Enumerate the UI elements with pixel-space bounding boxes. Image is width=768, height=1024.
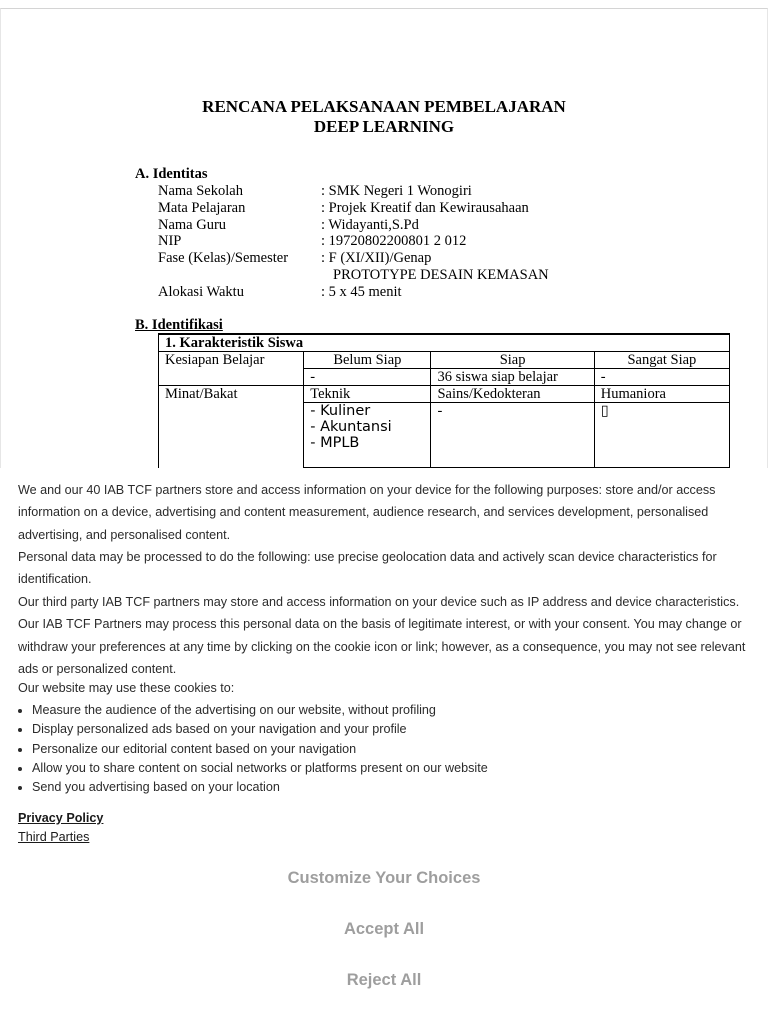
list-item: - Akuntansi xyxy=(310,419,392,435)
document-preview xyxy=(0,8,768,469)
reject-all-button[interactable]: Reject All xyxy=(346,971,422,989)
table-cell: ▯ xyxy=(594,403,729,468)
list-item: • Measure the audience of the advertising on our website, without profiling xyxy=(32,701,488,720)
table-cell: - xyxy=(594,369,729,386)
table-cell: Humaniora xyxy=(594,386,729,403)
list-item: - Kuliner xyxy=(310,403,371,419)
list-item: • Send you advertising based on your location xyxy=(32,778,488,797)
table-cell xyxy=(159,369,304,386)
identity-value: : 5 x 45 menit xyxy=(321,284,402,300)
table-cell: Minat/Bakat xyxy=(159,386,304,468)
document-title: RENCANA PELAKSANAAN PEMBELAJARAN xyxy=(202,97,566,116)
identity-value: PROTOTYPE DESAIN KEMASAN xyxy=(333,267,549,283)
section-identifikasi: B. Identifikasi xyxy=(135,317,223,333)
table-header-cell: Sangat Siap xyxy=(594,352,729,369)
identity-value: : 19720802200801 2 012 xyxy=(321,233,467,249)
table-cell: Kesiapan Belajar xyxy=(159,352,304,369)
table-cell xyxy=(304,403,431,468)
identity-value: : Projek Kreatif dan Kewirausahaan xyxy=(321,200,529,216)
identity-label: Fase (Kelas)/Semester xyxy=(158,250,289,266)
identity-label: Alokasi Waktu xyxy=(158,284,244,300)
identity-label: Nama Guru xyxy=(158,217,227,233)
identity-label: Nama Sekolah xyxy=(158,183,243,199)
privacy-policy-link[interactable]: Privacy Policy xyxy=(18,811,104,825)
table-header-cell: Siap xyxy=(431,352,594,369)
table-cell: Teknik xyxy=(304,386,431,403)
identity-label: NIP xyxy=(158,233,182,249)
accept-all-button[interactable]: Accept All xyxy=(343,920,425,938)
customize-choices-button[interactable]: Customize Your Choices xyxy=(287,869,481,887)
identity-value: : Widayanti,S.Pd xyxy=(321,217,419,233)
consent-cookies-intro: Our website may use these cookies to: xyxy=(18,681,235,695)
cookie-consent-panel xyxy=(0,468,768,1024)
list-item: • Display personalized ads based on your navigation and your profile xyxy=(32,720,488,739)
karakteristik-table xyxy=(158,333,730,468)
identity-value: : SMK Negeri 1 Wonogiri xyxy=(321,183,472,199)
list-item: - MPLB xyxy=(310,435,360,451)
table-cell: - xyxy=(304,369,431,386)
identity-label: Mata Pelajaran xyxy=(158,200,246,216)
identity-value: : F (XI/XII)/Genap xyxy=(321,250,432,266)
consent-paragraph: Personal data may be processed to do the following: use precise geolocation data and actively scan device characteristics for identification. xyxy=(18,550,717,587)
consent-paragraph: We and our 40 IAB TCF partners store and access information on your device for the following purposes: store and/or access information on a device, advertising and content measurement, audience research, and services development, personalised advertising, and personalised content. xyxy=(18,483,716,542)
table-header-cell: Belum Siap xyxy=(304,352,431,369)
table-cell: 36 siswa siap belajar xyxy=(431,369,594,386)
cookie-purpose-list xyxy=(14,701,488,797)
list-item: • Allow you to share content on social networks or platforms present on our website xyxy=(32,759,488,778)
table-cell: Sains/Kedokteran xyxy=(431,386,594,403)
third-parties-link[interactable]: Third Parties xyxy=(18,830,90,844)
document-subtitle: DEEP LEARNING xyxy=(313,117,455,136)
table-heading: 1. Karakteristik Siswa xyxy=(159,334,730,352)
consent-paragraph: Our third party IAB TCF partners may store and access information on your device such as IP address and device characteristics. Our IAB TCF Partners may process this personal data on the basis of legitimate interest, or with your consent. You may change or withdraw your preferences at any time by clicking on the cookie icon or link; however, as a consequence, you may not see relevant ads or personalized content. xyxy=(18,595,746,677)
section-identitas: A. Identitas xyxy=(135,166,208,182)
table-cell: - xyxy=(431,403,594,468)
list-item: • Personalize our editorial content based on your navigation xyxy=(32,740,488,759)
